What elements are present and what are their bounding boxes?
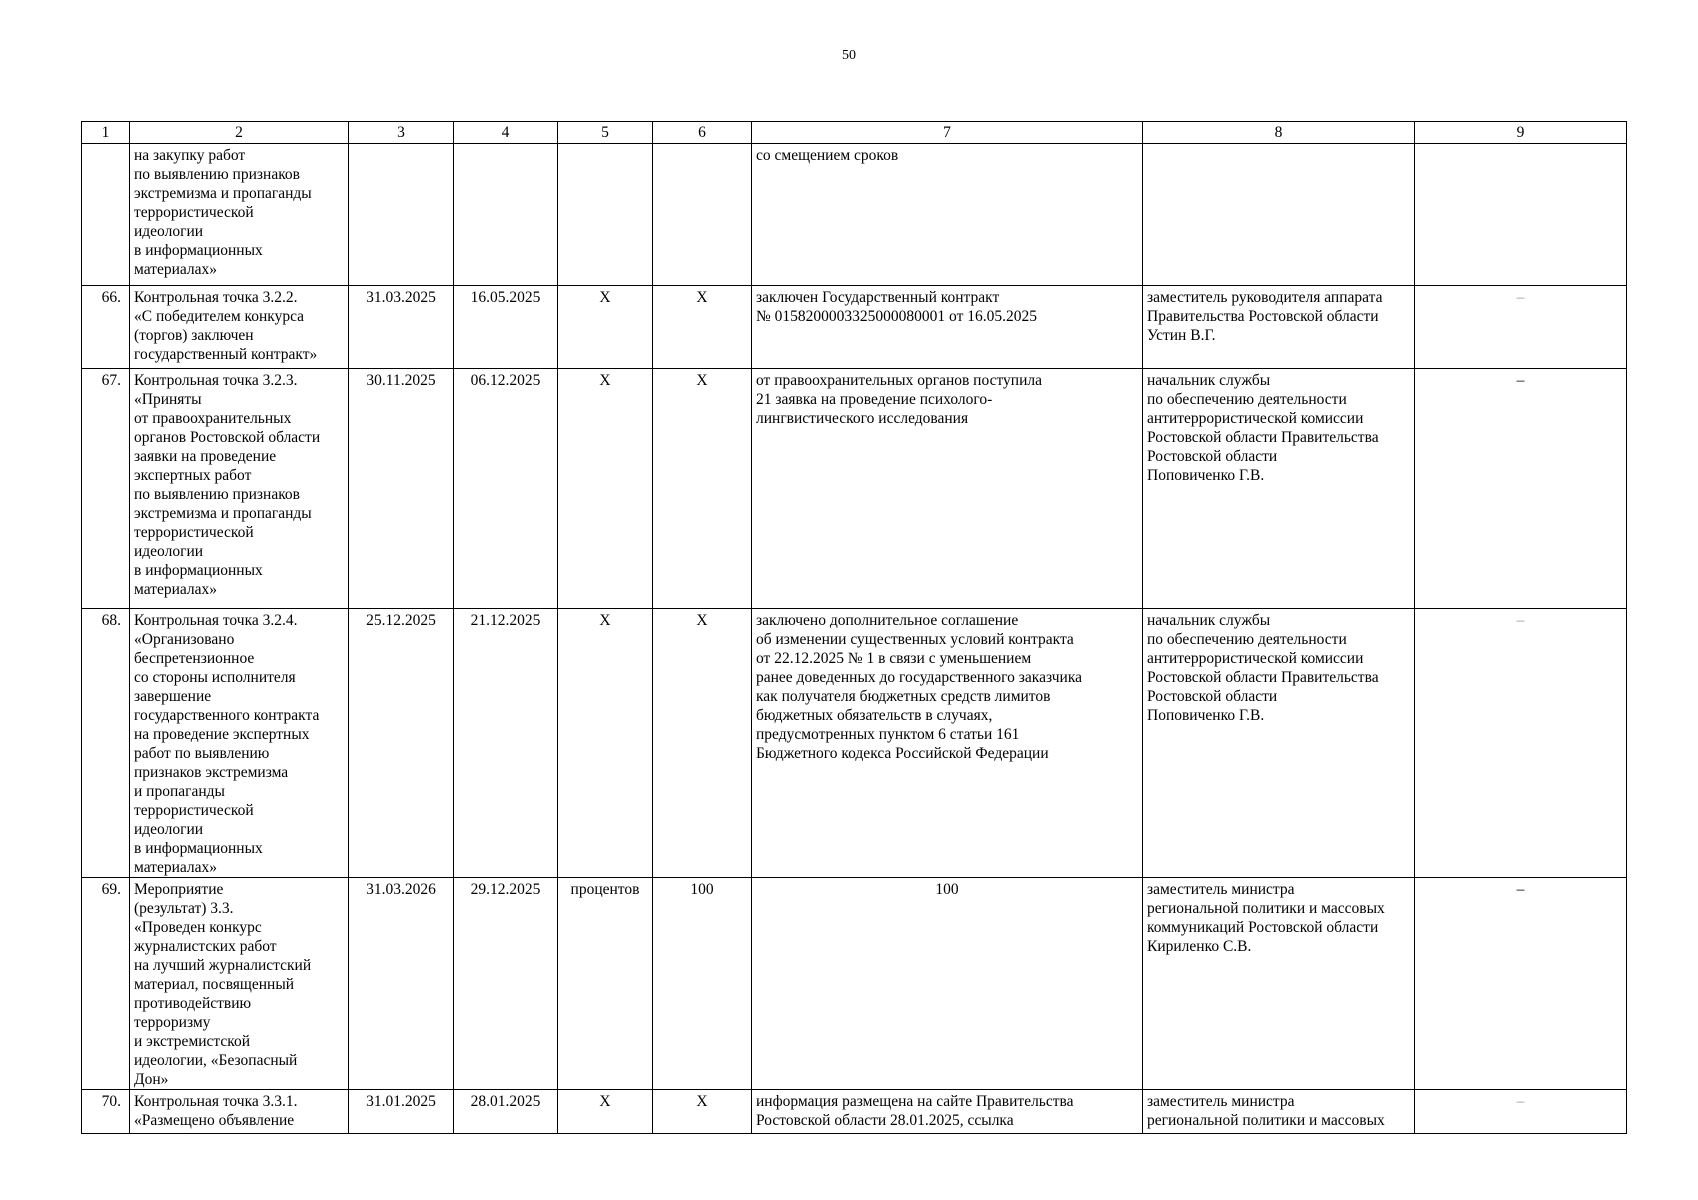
info: заключен Государственный контракт № 0158200003325000080001 от 16.05.2025 <box>752 286 1143 369</box>
row-number <box>82 144 130 286</box>
info: со смещением сроков <box>752 144 1143 286</box>
table-row <box>82 144 1627 286</box>
unit: Х <box>558 369 653 609</box>
item-name: Контрольная точка 3.3.1. «Размещено объявление <box>130 1090 349 1134</box>
row-number: 67. <box>82 369 130 609</box>
note: – <box>1415 369 1627 609</box>
fact-date: 06.12.2025 <box>454 369 558 609</box>
value: Х <box>653 369 752 609</box>
plan-date: 31.01.2025 <box>349 1090 454 1134</box>
responsible <box>1143 144 1415 286</box>
plan-date: 30.11.2025 <box>349 369 454 609</box>
report-table <box>81 121 1627 1134</box>
header-cell: 7 <box>752 122 1143 144</box>
info: 100 <box>752 878 1143 1090</box>
item-name: на закупку работ по выявлению признаков экстремизма и пропаганды террористической идеологии в информационных материалах» <box>130 144 349 286</box>
plan-date: 31.03.2026 <box>349 878 454 1090</box>
plan-date: 31.03.2025 <box>349 286 454 369</box>
header-cell: 2 <box>130 122 349 144</box>
fact-date: 28.01.2025 <box>454 1090 558 1134</box>
note <box>1415 144 1627 286</box>
unit: Х <box>558 1090 653 1134</box>
fact-date: 16.05.2025 <box>454 286 558 369</box>
item-name: Мероприятие (результат) 3.3. «Проведен конкурс журналистских работ на лучший журналистский материал, посвященный противодействию терроризму и экстремистской идеологии, «Безопасный Дон» <box>130 878 349 1090</box>
info: заключено дополнительное соглашение об изменении существенных условий контракта от 22.12.2025 № 1 в связи с уменьшением ранее доведенных до государственного заказчика как получателя бюджетных средств лимитов бюджетных обязательств в случаях, предусмотренных пунктом 6 статьи 161 Бюджетного кодекса Российской Федерации <box>752 609 1143 878</box>
plan-date: 25.12.2025 <box>349 609 454 878</box>
value: 100 <box>653 878 752 1090</box>
fact-date <box>454 144 558 286</box>
unit <box>558 144 653 286</box>
table-row <box>82 1090 1627 1134</box>
row-number: 69. <box>82 878 130 1090</box>
header-cell: 3 <box>349 122 454 144</box>
row-number: 68. <box>82 609 130 878</box>
responsible: заместитель министра региональной политики и массовых <box>1143 1090 1415 1134</box>
row-number: 66. <box>82 286 130 369</box>
unit: Х <box>558 609 653 878</box>
item-name: Контрольная точка 3.2.2. «С победителем конкурса (торгов) заключен государственный контракт» <box>130 286 349 369</box>
table-row <box>82 609 1627 878</box>
table-row <box>82 286 1627 369</box>
info: от правоохранительных органов поступила 21 заявка на проведение психолого- лингвистического исследования <box>752 369 1143 609</box>
table-row <box>82 369 1627 609</box>
value: Х <box>653 286 752 369</box>
fact-date: 29.12.2025 <box>454 878 558 1090</box>
item-name: Контрольная точка 3.2.3. «Приняты от правоохранительных органов Ростовской области заявки на проведение экспертных работ по выявлению признаков экстремизма и пропаганды террористической идеологии в информационных материалах» <box>130 369 349 609</box>
header-cell: 9 <box>1415 122 1627 144</box>
value: Х <box>653 1090 752 1134</box>
table-header-row <box>82 122 1627 144</box>
fact-date: 21.12.2025 <box>454 609 558 878</box>
info: информация размещена на сайте Правительства Ростовской области 28.01.2025, ссылка <box>752 1090 1143 1134</box>
note: – <box>1415 878 1627 1090</box>
responsible: начальник службы по обеспечению деятельности антитеррористической комиссии Ростовской области Правительства Ростовской области Поповиченко Г.В. <box>1143 609 1415 878</box>
value <box>653 144 752 286</box>
note: – <box>1415 1090 1627 1134</box>
header-cell: 6 <box>653 122 752 144</box>
item-name: Контрольная точка 3.2.4. «Организовано беспретензионное со стороны исполнителя завершение государственного контракта на проведение экспертных работ по выявлению признаков экстремизма и пропаганды террористической идеологии в информационных материалах» <box>130 609 349 878</box>
note: – <box>1415 286 1627 369</box>
row-number: 70. <box>82 1090 130 1134</box>
plan-date <box>349 144 454 286</box>
responsible: заместитель руководителя аппарата Правительства Ростовской области Устин В.Г. <box>1143 286 1415 369</box>
header-cell: 4 <box>454 122 558 144</box>
page-number: 50 <box>842 48 856 63</box>
unit: процентов <box>558 878 653 1090</box>
table-row <box>82 878 1627 1090</box>
header-cell: 1 <box>82 122 130 144</box>
header-cell: 5 <box>558 122 653 144</box>
responsible: начальник службы по обеспечению деятельности антитеррористической комиссии Ростовской области Правительства Ростовской области Поповиченко Г.В. <box>1143 369 1415 609</box>
header-cell: 8 <box>1143 122 1415 144</box>
value: Х <box>653 609 752 878</box>
responsible: заместитель министра региональной политики и массовых коммуникаций Ростовской области Кириленко С.В. <box>1143 878 1415 1090</box>
unit: Х <box>558 286 653 369</box>
note: – <box>1415 609 1627 878</box>
